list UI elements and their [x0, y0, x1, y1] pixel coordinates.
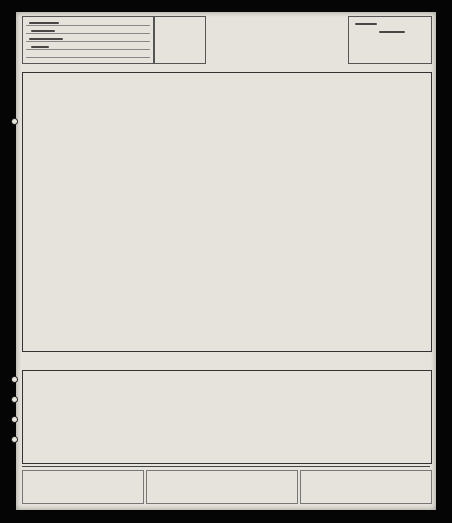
handwritten-city	[379, 31, 405, 33]
instructions-header-box	[154, 16, 206, 64]
footnotes	[22, 466, 430, 505]
sheet-number-box	[348, 16, 432, 64]
handwritten-enumeration-district	[355, 23, 377, 25]
binder-hole	[11, 376, 18, 383]
binder-hole	[11, 118, 18, 125]
location-header-box	[22, 16, 154, 64]
handwritten-district	[31, 46, 49, 48]
binder-hole	[11, 416, 18, 423]
household-table	[22, 72, 432, 352]
handwritten-county	[31, 30, 55, 32]
binder-hole	[11, 436, 18, 443]
census-sheet	[16, 12, 436, 510]
sample-table	[22, 370, 432, 464]
handwritten-place	[29, 38, 63, 40]
handwritten-state	[29, 22, 59, 24]
binder-hole	[11, 396, 18, 403]
